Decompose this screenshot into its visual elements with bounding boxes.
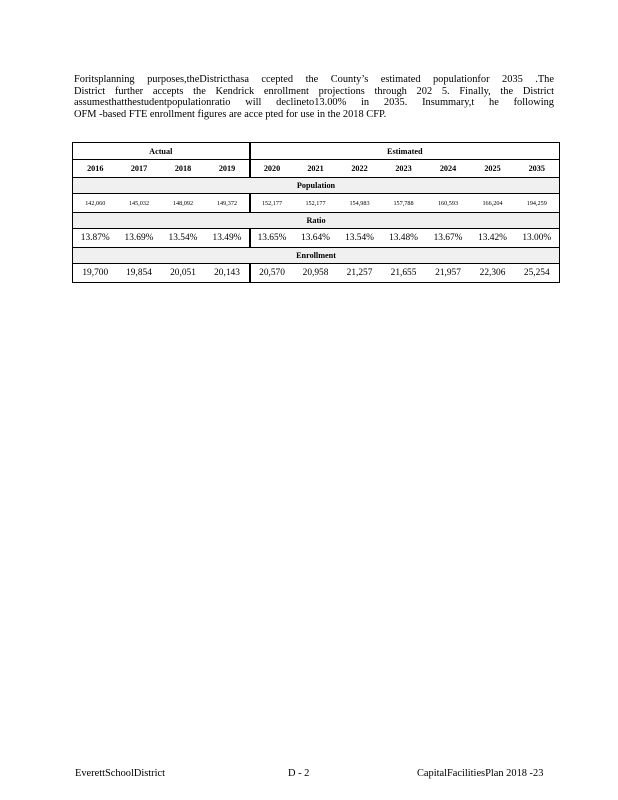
footer-district-name: EverettSchoolDistrict [75,768,166,779]
enrollment-cell: 20,051 [161,264,206,283]
population-cell: 145,032 [118,194,161,213]
paragraph-line: assumesthatthestudentpopulationratio will declineto13.00% in 2035. Insummary,t he following [74,97,554,109]
enrollment-cell: 20,570 [250,264,294,283]
population-cell: 152,177 [294,194,338,213]
year-header: 2017 [118,160,161,178]
population-cell: 157,788 [382,194,426,213]
enrollment-cell: 21,257 [338,264,382,283]
year-header: 2022 [338,160,382,178]
year-header: 2024 [426,160,471,178]
ratio-cell: 13.69% [118,229,161,248]
estimated-header: Estimated [250,143,560,160]
enrollment-cell: 25,254 [515,264,560,283]
footer-document-title: CapitalFacilitiesPlan 2018 -23 [417,768,544,779]
year-header: 2019 [206,160,250,178]
ratio-cell: 13.65% [250,229,294,248]
year-header: 2025 [471,160,515,178]
population-cell: 194,259 [515,194,560,213]
enrollment-cell: 22,306 [471,264,515,283]
enrollment-cell: 20,143 [206,264,250,283]
ratio-cell: 13.87% [73,229,118,248]
year-header: 2020 [250,160,294,178]
ratio-cell: 13.67% [426,229,471,248]
body-paragraph [74,74,554,120]
year-header: 2016 [73,160,118,178]
ratio-cell: 13.49% [206,229,250,248]
ratio-cell: 13.54% [338,229,382,248]
population-cell: 152,177 [250,194,294,213]
footer-page-number: D - 2 [288,768,310,779]
population-cell: 142,060 [73,194,118,213]
population-cell: 154,983 [338,194,382,213]
paragraph-line: OFM -based FTE enrollment figures are acce pted for use in the 2018 CFP. [74,108,387,120]
year-header: 2023 [382,160,426,178]
population-cell: 160,593 [426,194,471,213]
ratio-cell: 13.64% [294,229,338,248]
ratio-cell: 13.48% [382,229,426,248]
population-cell: 148,092 [161,194,206,213]
enrollment-cell: 21,655 [382,264,426,283]
section-label-population: Population [73,178,560,194]
actual-header: Actual [73,143,250,160]
enrollment-cell: 21,957 [426,264,471,283]
year-header: 2021 [294,160,338,178]
paragraph-line: Foritsplanning purposes,theDistricthasa ccepted the County’s estimated populationfor 2035 .The [74,74,554,85]
year-header: 2018 [161,160,206,178]
section-label-enrollment: Enrollment [73,248,560,264]
paragraph-line: District further accepts the Kendrick enrollment projections through 202 5. Finally, the District [74,85,554,97]
enrollment-cell: 19,700 [73,264,118,283]
enrollment-cell: 20,958 [294,264,338,283]
population-cell: 149,372 [206,194,250,213]
population-cell: 166,204 [471,194,515,213]
enrollment-cell: 19,854 [118,264,161,283]
section-label-ratio: Ratio [73,213,560,229]
ratio-cell: 13.42% [471,229,515,248]
year-header: 2035 [515,160,560,178]
enrollment-table [72,142,560,283]
ratio-cell: 13.54% [161,229,206,248]
ratio-cell: 13.00% [515,229,560,248]
